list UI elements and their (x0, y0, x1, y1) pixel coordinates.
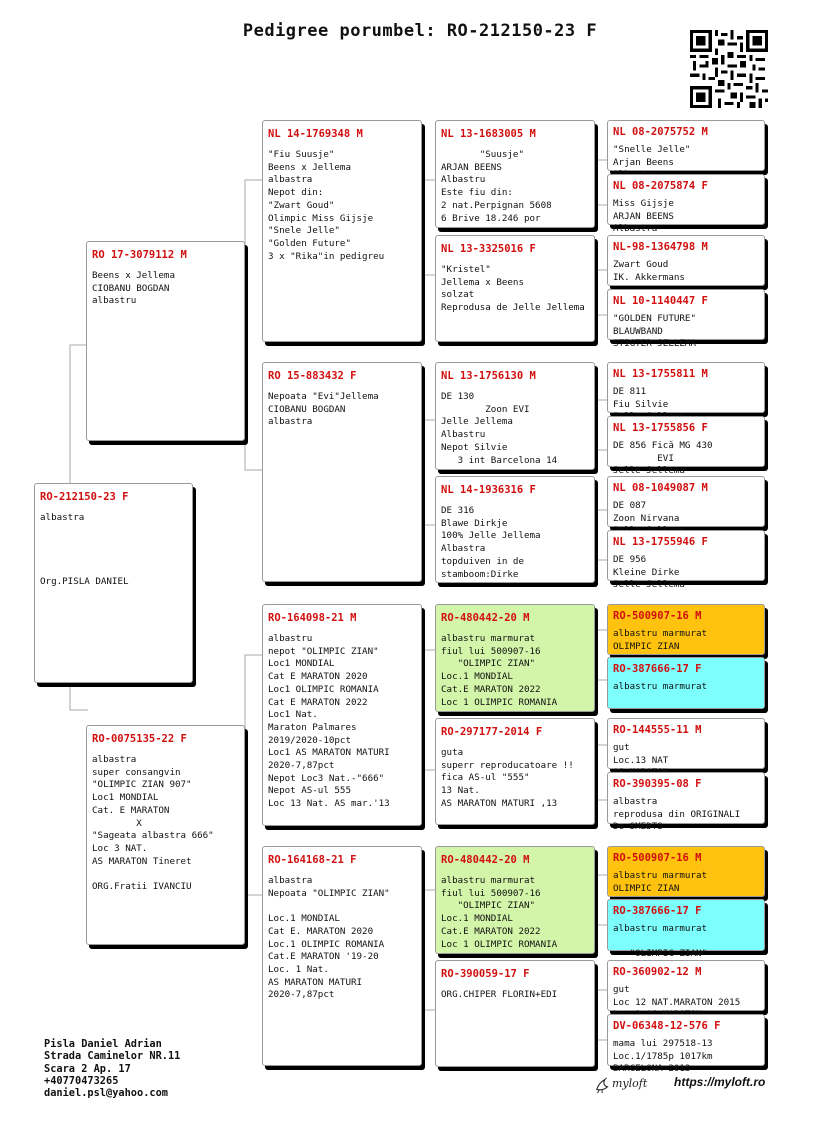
card-details: albastru marmurat OLIMPIC ZIAN (613, 870, 708, 894)
ring-number: RO 15-883432 F (268, 370, 357, 382)
myloft-bird-logo-icon (594, 1075, 612, 1095)
ring-number: DV-06348-12-576 F (613, 1020, 721, 1032)
pedigree-card-dam-sire[interactable] (262, 604, 422, 826)
ring-number: NL 14-1936316 F (441, 484, 536, 496)
pedigree-card-gen4-8[interactable] (607, 530, 765, 591)
ring-number: NL 13-1755946 F (613, 536, 708, 548)
card-details: albastra reprodusa din ORIGINALI De SMEDTS (613, 796, 741, 833)
ring-number: RO 17-3079112 M (92, 249, 187, 261)
card-details: gut Loc.13 NAT (613, 742, 669, 766)
pedigree-card-gen3-8[interactable] (435, 960, 595, 1067)
pedigree-card-gen4-5[interactable] (607, 362, 765, 413)
pedigree-card-sire[interactable] (86, 241, 245, 441)
ring-number: RO-387666-17 F (613, 905, 702, 917)
ring-number: RO-297177-2014 F (441, 726, 543, 738)
card-details: Nepoata "Evi"Jellema CIOBANU BOGDAN albastra (268, 391, 379, 428)
card-details: Zwart Goud IK. Akkermans (613, 259, 685, 283)
ring-number: NL 13-1683005 M (441, 128, 536, 140)
ring-number: NL 14-1769348 M (268, 128, 363, 140)
card-details: albastra Org.PISLA DANIEL (40, 512, 129, 587)
ring-number: NL 13-1756130 M (441, 370, 536, 382)
owner-address: Pisla Daniel Adrian Strada Caminelor NR.11 Scara 2 Ap. 17 +40770473265 daniel.psl@yahoo.com (44, 1038, 181, 1100)
pedigree-card-gen4-4[interactable] (607, 289, 765, 350)
pedigree-card-dam[interactable] (86, 725, 245, 945)
pedigree-card-gen4-15[interactable] (607, 960, 765, 1011)
logo-text: myloft (612, 1077, 648, 1090)
pedigree-card-gen4-9[interactable] (607, 604, 765, 655)
card-details: DE 087 Zoon Nirvana (613, 500, 680, 524)
pedigree-card-sire-dam[interactable] (262, 362, 422, 582)
pedigree-card-gen3-6[interactable] (435, 718, 595, 825)
ring-number: RO-164168-21 F (268, 854, 357, 866)
website-link[interactable]: https://myloft.ro (674, 1075, 766, 1089)
ring-number: NL 13-1755811 M (613, 368, 708, 380)
ring-number: RO-390059-17 F (441, 968, 530, 980)
pedigree-card-gen4-12[interactable] (607, 772, 765, 833)
ring-number: RO-144555-11 M (613, 724, 702, 736)
ring-number: RO-480442-20 M (441, 854, 530, 866)
card-details: DE 956 Kleine Dirke Jelle Jellema (613, 554, 685, 591)
ring-number: NL 13-1755856 F (613, 422, 708, 434)
ring-number: RO-480442-20 M (441, 612, 530, 624)
pedigree-card-gen3-7[interactable] (435, 846, 595, 954)
ring-number: RO-164098-21 M (268, 612, 357, 624)
card-details: albastru marmurat "OLIMPIC ZIAN" (613, 923, 708, 960)
card-details: DE 811 Fiu Silvie (613, 386, 669, 410)
card-details: "GOLDEN FUTURE" BLAUWBAND STIGTER JELLEMA (613, 313, 696, 350)
pedigree-card-gen3-4[interactable] (435, 476, 595, 583)
pedigree-card-gen4-1[interactable] (607, 120, 765, 171)
ring-number: NL-98-1364798 M (613, 241, 708, 253)
pedigree-card-gen4-14[interactable] (607, 899, 765, 960)
ring-number: RO-500907-16 M (613, 610, 702, 622)
card-details: DE 856 Fică MG 430 EVI Jelle Jellema (613, 440, 713, 477)
card-details: mama lui 297518-13 Loc.1/1785p 1017km BARCELONA 2013 (613, 1038, 713, 1075)
card-details: albastra super consangvin "OLIMPIC ZIAN 907" Loc1 MONDIAL Cat. E MARATON X "Sageata albastra 666" Loc 3 NAT. AS MARATON Tineret ORG.Fratii IVANCIU (92, 754, 214, 893)
card-details: ORG.CHIPER FLORIN+EDI (441, 989, 558, 1000)
card-details: DE 316 Blawe Dirkje 100% Jelle Jellema Albastra topduiven in de stamboom:Dirke (441, 505, 541, 580)
pedigree-card-dam-dam[interactable] (262, 846, 422, 1066)
pedigree-card-gen4-11[interactable] (607, 718, 765, 769)
ring-number: NL 13-3325016 F (441, 243, 536, 255)
pedigree-card-gen4-2[interactable] (607, 174, 765, 235)
ring-number: RO-390395-08 F (613, 778, 702, 790)
ring-number: RO-360902-12 M (613, 966, 702, 978)
card-details: Beens x Jellema CIOBANU BOGDAN albastru (92, 270, 175, 307)
card-details: DE 130 Zoon EVI Jelle Jellema Albastru Nepot Silvie 3 int Barcelona 14 (441, 391, 558, 466)
pedigree-card-gen4-3[interactable] (607, 235, 765, 286)
card-details: "Snelle Jelle" Arjan Beens (613, 144, 691, 168)
pedigree-card-gen3-5[interactable] (435, 604, 595, 712)
card-details: albastru marmurat OLIMPIC ZIAN (613, 628, 708, 652)
card-details: albastru nepot "OLIMPIC ZIAN" Loc1 MONDIAL Cat E MARATON 2020 Loc1 OLIMPIC ROMANIA Cat E MARATON 2022 Loc1 Nat. Maraton Palmares 2019/2020-10pct Loc1 AS MARATON MATURI 2020-7,87pct Nepot Loc3 Nat.-"666" Nepot AS-ul 555 Loc 13 Nat. AS mar.'13 (268, 633, 390, 810)
pedigree-card-gen4-13[interactable] (607, 846, 765, 897)
card-details: Miss Gijsje ARJAN BEENS Albastra (613, 198, 674, 235)
card-details: "Fiu Suusje" Beens x Jellema albastra Nepot din: "Zwart Goud" Olimpic Miss Gijsje "Snele Jelle" "Golden Future" 3 x "Rika"in pedigreu (268, 149, 385, 262)
card-details: albastru marmurat (613, 681, 708, 692)
ring-number: RO-0075135-22 F (92, 733, 187, 745)
card-details: "Suusje" ARJAN BEENS Albastru Este fiu din: 2 nat.Perpignan 5608 6 Brive 18.246 por (441, 149, 552, 224)
pedigree-card-gen3-2[interactable] (435, 235, 595, 342)
pedigree-card-gen4-16[interactable] (607, 1014, 765, 1075)
pedigree-card-gen3-3[interactable] (435, 362, 595, 470)
pedigree-card-gen4-7[interactable] (607, 476, 765, 527)
card-details: albastra Nepoata "OLIMPIC ZIAN" Loc.1 MONDIAL Cat E. MARATON 2020 Loc.1 OLIMPIC ROMANIA Cat.E MARATON '19-20 Loc. 1 Nat. AS MARATON MATURI 2020-7,87pct (268, 875, 390, 1001)
card-details: "Kristel" Jellema x Beens solzat Reprodusa de Jelle Jellema (441, 264, 585, 314)
ring-number: RO-500907-16 M (613, 852, 702, 864)
ring-number: NL 10-1140447 F (613, 295, 708, 307)
card-details: gut Loc 12 NAT.MARATON 2015 (613, 984, 741, 1008)
card-details: guta superr reproducatoare !! fica AS-ul "555" 13 Nat. AS MARATON MATURI ,13 (441, 747, 574, 809)
pedigree-card-gen4-10[interactable] (607, 657, 765, 709)
page-title: Pedigree porumbel: RO-212150-23 F (242, 21, 598, 41)
ring-number: NL 08-2075874 F (613, 180, 708, 192)
pedigree-card-gen4-6[interactable] (607, 416, 765, 477)
ring-number: NL 08-2075752 M (613, 126, 708, 138)
ring-number: NL 08-1049087 M (613, 482, 708, 494)
pedigree-card-subject[interactable] (34, 483, 193, 683)
ring-number: RO-212150-23 F (40, 491, 129, 503)
pedigree-card-sire-sire[interactable] (262, 120, 422, 342)
pedigree-card-gen3-1[interactable] (435, 120, 595, 228)
card-details: albastru marmurat fiul lui 500907-16 "OLIMPIC ZIAN" Loc.1 MONDIAL Cat.E MARATON 2022 Loc 1 OLIMPIC ROMANIA (441, 875, 558, 950)
card-details: albastru marmurat fiul lui 500907-16 "OLIMPIC ZIAN" Loc.1 MONDIAL Cat.E MARATON 2022 Loc 1 OLIMPIC ROMANIA (441, 633, 558, 708)
ring-number: RO-387666-17 F (613, 663, 702, 675)
